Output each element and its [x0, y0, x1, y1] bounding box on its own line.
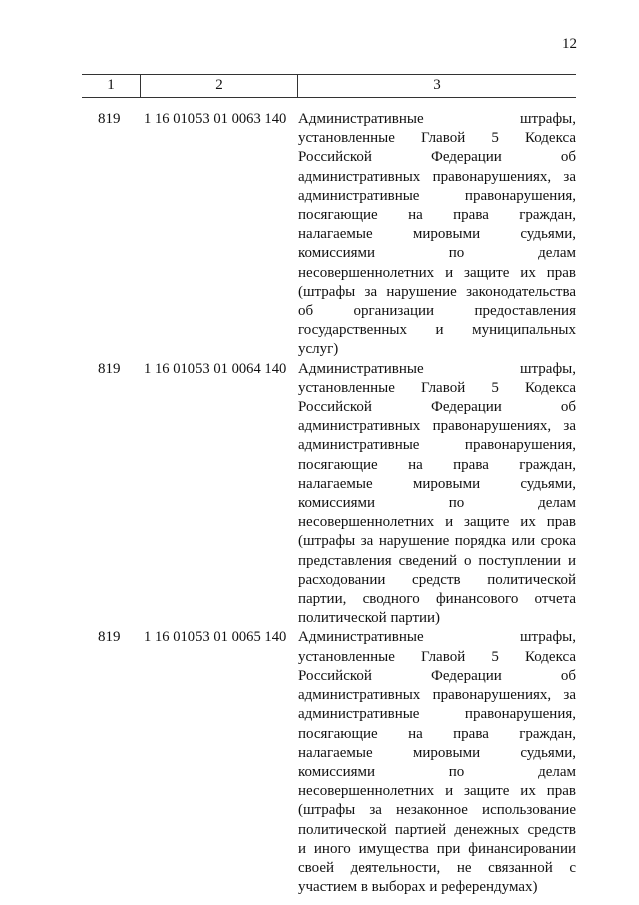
admin-code-cell: 819	[98, 111, 121, 127]
description-line: административные правонарушения,	[298, 706, 576, 723]
admin-code-cell: 819	[98, 360, 121, 377]
description-line: административные правонарушения,	[298, 437, 576, 454]
description-line: политической партии)	[298, 610, 441, 627]
description-line: партии, сводного финансового отчета	[298, 591, 576, 608]
description-line: установленные Главой 5 Кодекса	[298, 648, 576, 665]
description-line: Российской Федерации об	[298, 667, 576, 684]
description-line: (штрафы за нарушение порядка или срока	[298, 533, 576, 550]
table-body	[82, 110, 576, 897]
description-line: и иного имущества при финансировании	[298, 840, 576, 857]
description-line: несовершеннолетних и защите их прав	[298, 264, 576, 281]
description-line: участием в выборах и референдумах)	[298, 879, 538, 896]
description-line: Российской Федерации об	[298, 399, 576, 416]
description-line: Российской Федерации об	[298, 149, 576, 166]
description-line: Административные штрафы,	[298, 629, 576, 646]
table-row	[82, 110, 576, 360]
column-header-3: 3	[433, 77, 441, 93]
column-header-1: 1	[82, 75, 141, 97]
description-line: (штрафы за незаконное использование	[298, 802, 576, 819]
description-line: политической партией денежных средств	[298, 821, 576, 838]
description-cell	[298, 628, 576, 897]
description-line: несовершеннолетних и защите их прав	[298, 514, 576, 531]
description-line: комиссиями по делам	[298, 245, 576, 262]
kbk-code-cell: 1 16 01053 01 0063 140	[144, 111, 287, 127]
description-line: комиссиями по делам	[298, 763, 576, 780]
description-line: налагаемые мировыми судьями,	[298, 744, 576, 761]
admin-code-cell: 819	[98, 629, 121, 646]
description-line: об организации предоставления	[298, 303, 576, 320]
description-line: административные правонарушения,	[298, 187, 576, 204]
description-line: налагаемые мировыми судьями,	[298, 475, 576, 492]
kbk-code-cell: 1 16 01053 01 0065 140	[144, 629, 287, 646]
column-header-2: 2	[141, 75, 298, 97]
description-line: услуг)	[298, 341, 339, 358]
description-line: посягающие на права граждан,	[298, 725, 576, 742]
table-header	[82, 74, 576, 98]
page-number: 12	[562, 36, 577, 52]
description-line: Административные штрафы,	[298, 360, 576, 377]
description-line: административных правонарушениях, за	[298, 418, 576, 435]
description-cell	[298, 360, 576, 629]
description-line: комиссиями по делам	[298, 495, 576, 512]
description-line: посягающие на права граждан,	[298, 207, 576, 224]
description-cell	[298, 110, 576, 360]
description-line: налагаемые мировыми судьями,	[298, 226, 576, 243]
description-line: установленные Главой 5 Кодекса	[298, 379, 576, 396]
description-line: расходовании средств политической	[298, 571, 576, 588]
description-line: государственных и муниципальных	[298, 322, 576, 339]
description-line: своей деятельности, не связанной с	[298, 859, 576, 876]
kbk-code-cell: 1 16 01053 01 0064 140	[144, 360, 287, 377]
description-line: посягающие на права граждан,	[298, 456, 576, 473]
description-line: Административные штрафы,	[298, 111, 576, 127]
description-line: установленные Главой 5 Кодекса	[298, 130, 576, 147]
table-row	[82, 360, 576, 629]
description-line: (штрафы за нарушение законодательства	[298, 283, 576, 300]
description-line: административных правонарушениях, за	[298, 168, 576, 185]
description-line: несовершеннолетних и защите их прав	[298, 783, 576, 800]
table-row	[82, 628, 576, 897]
description-line: представления сведений о поступлении и	[298, 552, 576, 569]
description-line: административных правонарушениях, за	[298, 687, 576, 704]
